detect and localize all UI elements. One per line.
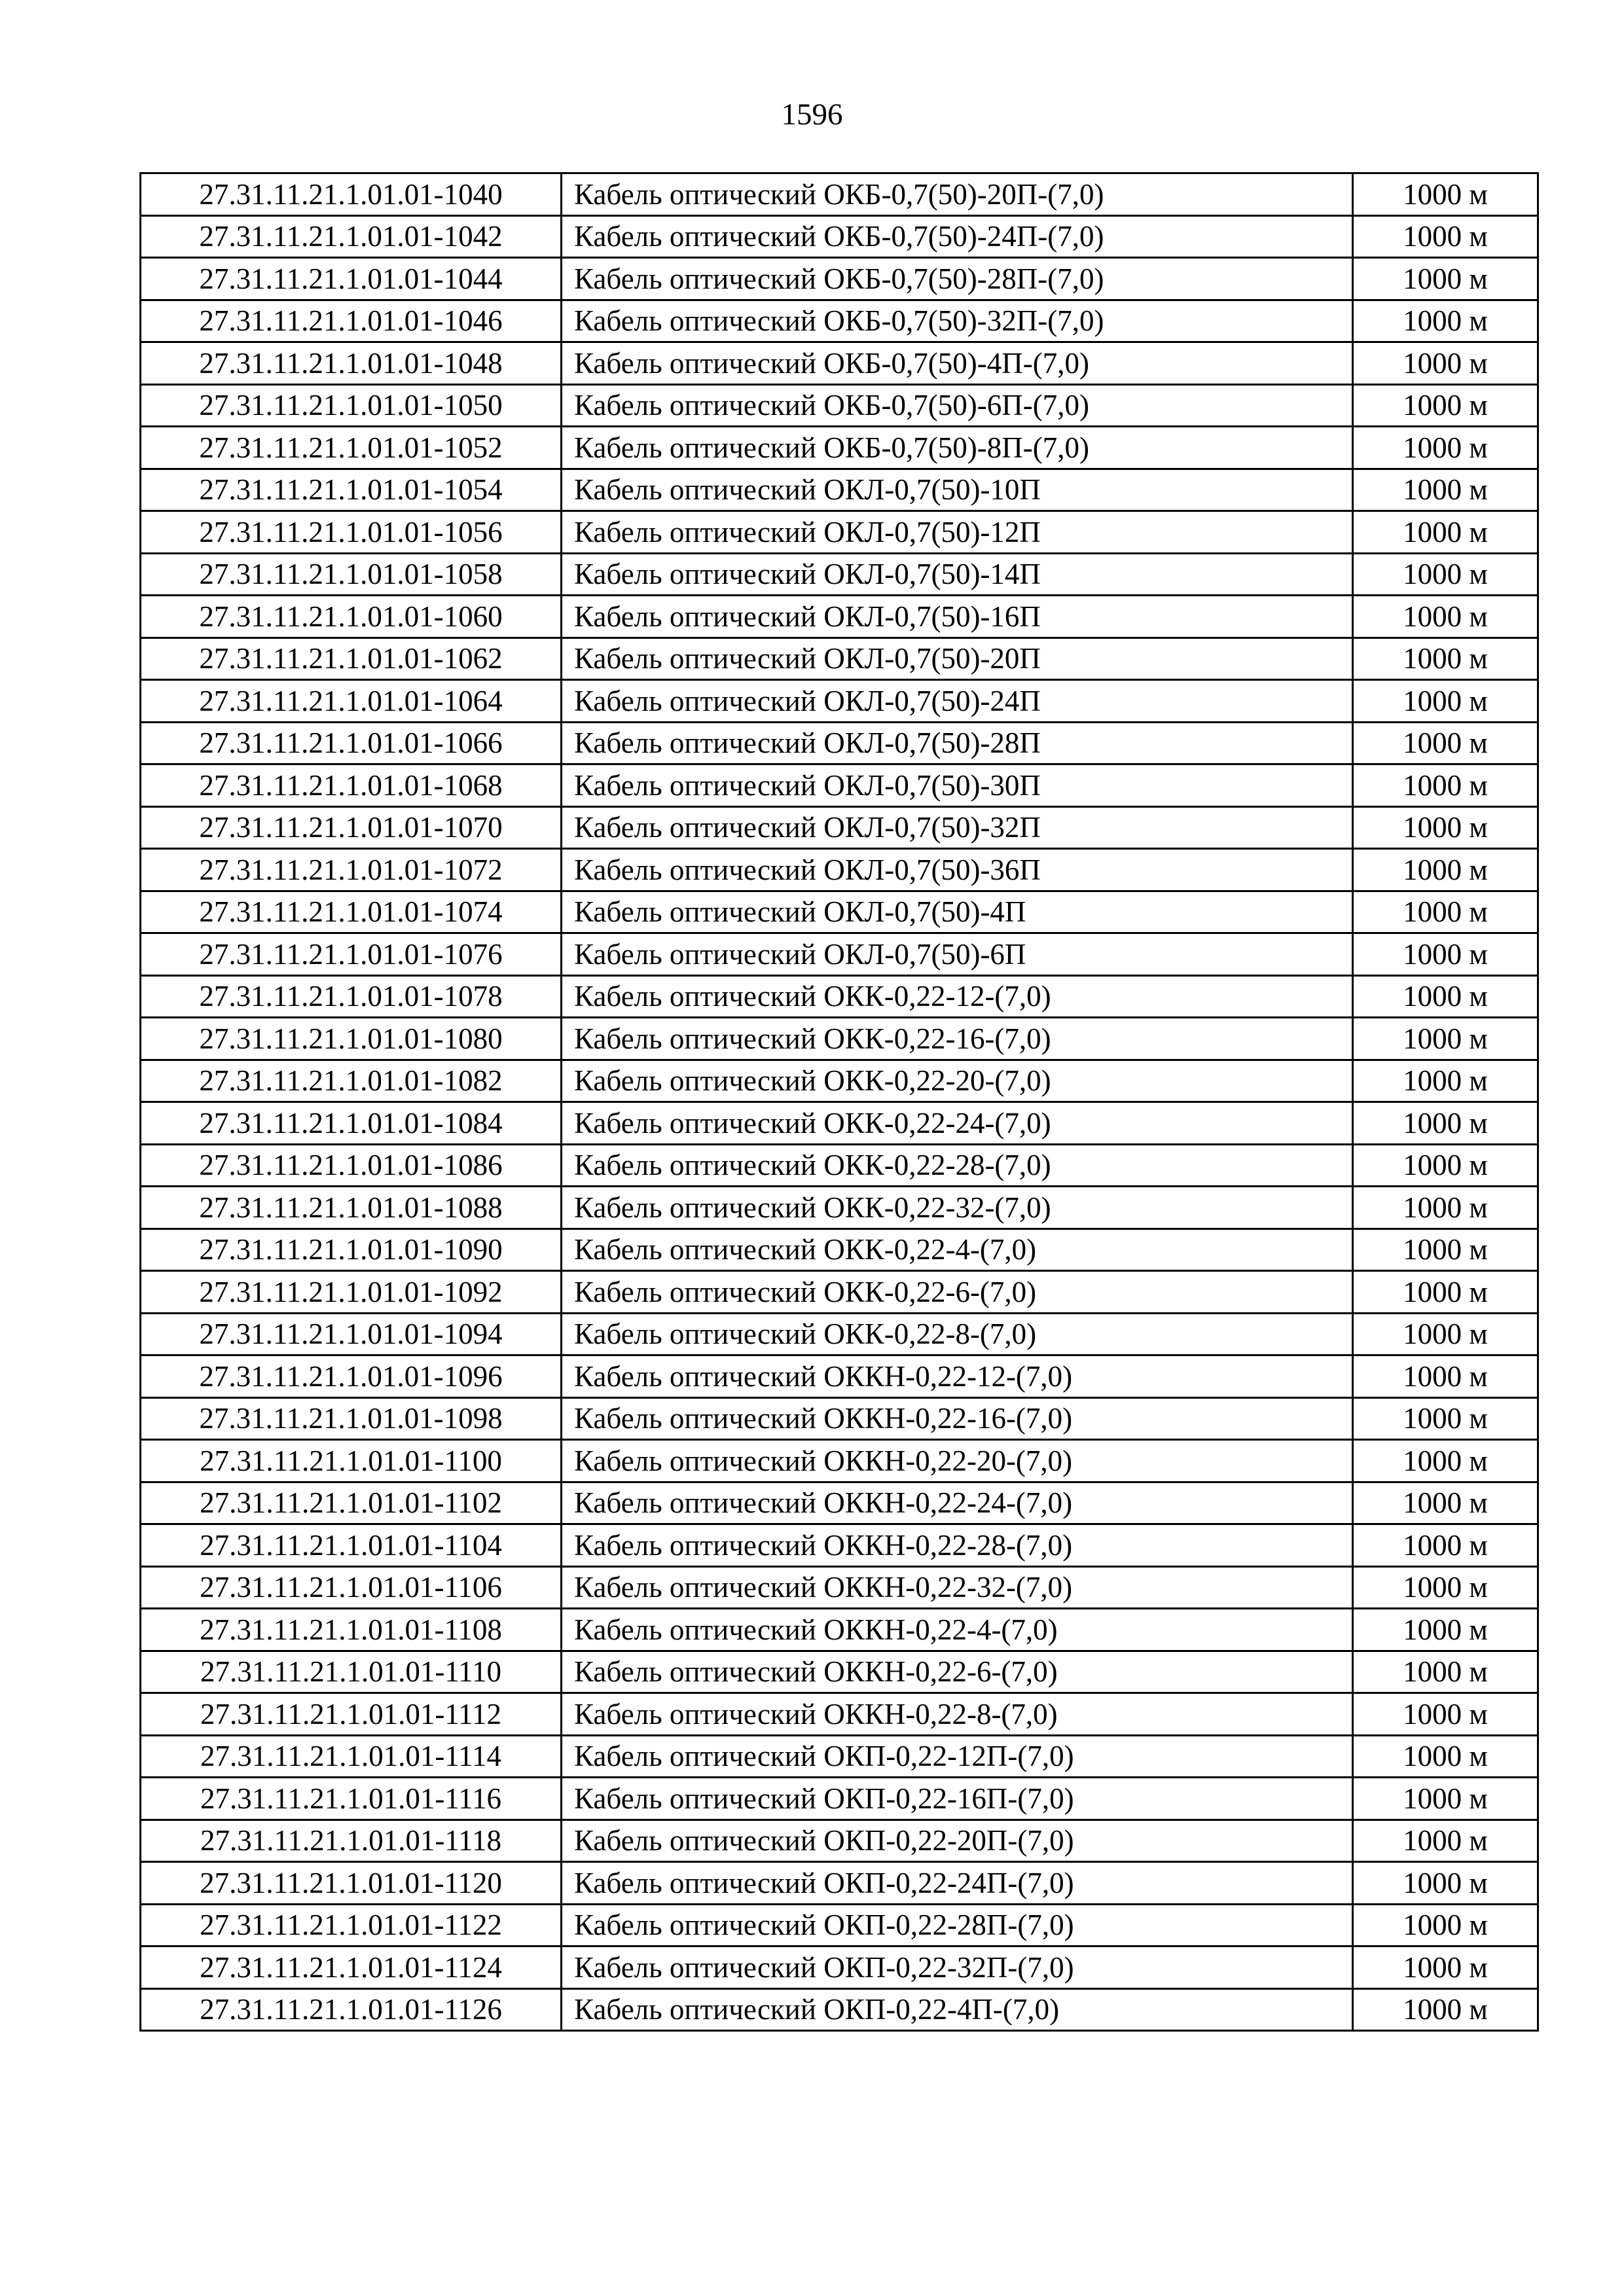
table-row	[141, 173, 1538, 216]
unit-cell: 1000 м	[1353, 680, 1538, 723]
resource-name-cell: Кабель оптический ОККН-0,22-20-(7,0)	[562, 1440, 1353, 1482]
resource-name-cell: Кабель оптический ОКП-0,22-24П-(7,0)	[562, 1862, 1353, 1905]
unit-cell: 1000 м	[1353, 764, 1538, 807]
resource-code-cell: 27.31.11.21.1.01.01-1100	[141, 1440, 562, 1482]
resource-code-cell: 27.31.11.21.1.01.01-1056	[141, 511, 562, 554]
table-row	[141, 384, 1538, 427]
unit-cell: 1000 м	[1353, 1651, 1538, 1693]
unit-cell: 1000 м	[1353, 1482, 1538, 1524]
resource-code-cell: 27.31.11.21.1.01.01-1088	[141, 1187, 562, 1229]
resource-name-cell: Кабель оптический ОККН-0,22-6-(7,0)	[562, 1651, 1353, 1693]
table-row	[141, 1566, 1538, 1609]
unit-cell: 1000 м	[1353, 384, 1538, 427]
unit-cell: 1000 м	[1353, 933, 1538, 976]
resource-code-cell: 27.31.11.21.1.01.01-1060	[141, 596, 562, 638]
resource-code-cell: 27.31.11.21.1.01.01-1090	[141, 1229, 562, 1271]
resource-name-cell: Кабель оптический ОКБ-0,7(50)-4П-(7,0)	[562, 342, 1353, 385]
table-row	[141, 511, 1538, 554]
resource-name-cell: Кабель оптический ОКК-0,22-24-(7,0)	[562, 1102, 1353, 1145]
table-row	[141, 806, 1538, 849]
unit-cell: 1000 м	[1353, 1566, 1538, 1609]
unit-cell: 1000 м	[1353, 1060, 1538, 1102]
resource-code-cell: 27.31.11.21.1.01.01-1104	[141, 1524, 562, 1567]
unit-cell: 1000 м	[1353, 1018, 1538, 1060]
unit-cell: 1000 м	[1353, 891, 1538, 933]
table-row	[141, 1271, 1538, 1314]
unit-cell: 1000 м	[1353, 1862, 1538, 1905]
resource-name-cell: Кабель оптический ОКЛ-0,7(50)-14П	[562, 553, 1353, 596]
resource-name-cell: Кабель оптический ОКЛ-0,7(50)-28П	[562, 722, 1353, 764]
unit-cell: 1000 м	[1353, 1946, 1538, 1989]
resource-code-cell: 27.31.11.21.1.01.01-1058	[141, 553, 562, 596]
unit-cell: 1000 м	[1353, 1102, 1538, 1145]
resource-code-cell: 27.31.11.21.1.01.01-1106	[141, 1566, 562, 1609]
resource-code-cell: 27.31.11.21.1.01.01-1110	[141, 1651, 562, 1693]
unit-cell: 1000 м	[1353, 1144, 1538, 1187]
resource-name-cell: Кабель оптический ОКП-0,22-20П-(7,0)	[562, 1820, 1353, 1862]
catalog-table-body	[141, 173, 1538, 2031]
table-row	[141, 258, 1538, 300]
unit-cell: 1000 м	[1353, 258, 1538, 300]
unit-cell: 1000 м	[1353, 173, 1538, 216]
resource-name-cell: Кабель оптический ОКК-0,22-16-(7,0)	[562, 1018, 1353, 1060]
table-row	[141, 596, 1538, 638]
unit-cell: 1000 м	[1353, 1778, 1538, 1820]
table-row	[141, 1397, 1538, 1440]
resource-code-cell: 27.31.11.21.1.01.01-1118	[141, 1820, 562, 1862]
resource-code-cell: 27.31.11.21.1.01.01-1068	[141, 764, 562, 807]
resource-name-cell: Кабель оптический ОКЛ-0,7(50)-16П	[562, 596, 1353, 638]
resource-code-cell: 27.31.11.21.1.01.01-1040	[141, 173, 562, 216]
unit-cell: 1000 м	[1353, 1187, 1538, 1229]
resource-code-cell: 27.31.11.21.1.01.01-1062	[141, 637, 562, 680]
page-number: 1596	[781, 98, 843, 132]
resource-name-cell: Кабель оптический ОКЛ-0,7(50)-20П	[562, 637, 1353, 680]
unit-cell: 1000 м	[1353, 1609, 1538, 1651]
unit-cell: 1000 м	[1353, 469, 1538, 511]
unit-cell: 1000 м	[1353, 511, 1538, 554]
table-row	[141, 1355, 1538, 1398]
resource-name-cell: Кабель оптический ОКЛ-0,7(50)-24П	[562, 680, 1353, 723]
resource-code-cell: 27.31.11.21.1.01.01-1064	[141, 680, 562, 723]
resource-code-cell: 27.31.11.21.1.01.01-1092	[141, 1271, 562, 1314]
resource-name-cell: Кабель оптический ОКБ-0,7(50)-20П-(7,0)	[562, 173, 1353, 216]
unit-cell: 1000 м	[1353, 1397, 1538, 1440]
table-row	[141, 1609, 1538, 1651]
table-row	[141, 469, 1538, 511]
unit-cell: 1000 м	[1353, 1820, 1538, 1862]
resource-code-cell: 27.31.11.21.1.01.01-1046	[141, 300, 562, 342]
resource-code-cell: 27.31.11.21.1.01.01-1114	[141, 1735, 562, 1778]
resource-name-cell: Кабель оптический ОКЛ-0,7(50)-32П	[562, 806, 1353, 849]
resource-code-cell: 27.31.11.21.1.01.01-1078	[141, 975, 562, 1018]
resource-code-cell: 27.31.11.21.1.01.01-1098	[141, 1397, 562, 1440]
table-row	[141, 300, 1538, 342]
table-row	[141, 342, 1538, 385]
unit-cell: 1000 м	[1353, 1271, 1538, 1314]
table-row	[141, 1187, 1538, 1229]
resource-name-cell: Кабель оптический ОКЛ-0,7(50)-4П	[562, 891, 1353, 933]
table-row	[141, 849, 1538, 891]
unit-cell: 1000 м	[1353, 1988, 1538, 2031]
resource-name-cell: Кабель оптический ОККН-0,22-4-(7,0)	[562, 1609, 1353, 1651]
resource-code-cell: 27.31.11.21.1.01.01-1124	[141, 1946, 562, 1989]
table-row	[141, 1693, 1538, 1736]
resource-code-cell: 27.31.11.21.1.01.01-1066	[141, 722, 562, 764]
table-row	[141, 637, 1538, 680]
resource-name-cell: Кабель оптический ОККН-0,22-16-(7,0)	[562, 1397, 1353, 1440]
resource-name-cell: Кабель оптический ОКБ-0,7(50)-8П-(7,0)	[562, 427, 1353, 469]
unit-cell: 1000 м	[1353, 596, 1538, 638]
table-row	[141, 1904, 1538, 1946]
resource-code-cell: 27.31.11.21.1.01.01-1074	[141, 891, 562, 933]
resource-name-cell: Кабель оптический ОКП-0,22-32П-(7,0)	[562, 1946, 1353, 1989]
resource-name-cell: Кабель оптический ОКЛ-0,7(50)-12П	[562, 511, 1353, 554]
resource-code-cell: 27.31.11.21.1.01.01-1120	[141, 1862, 562, 1905]
resource-name-cell: Кабель оптический ОККН-0,22-32-(7,0)	[562, 1566, 1353, 1609]
unit-cell: 1000 м	[1353, 427, 1538, 469]
resource-code-cell: 27.31.11.21.1.01.01-1116	[141, 1778, 562, 1820]
unit-cell: 1000 м	[1353, 637, 1538, 680]
unit-cell: 1000 м	[1353, 1355, 1538, 1398]
resource-code-cell: 27.31.11.21.1.01.01-1094	[141, 1313, 562, 1355]
resource-name-cell: Кабель оптический ОККН-0,22-24-(7,0)	[562, 1482, 1353, 1524]
unit-cell: 1000 м	[1353, 849, 1538, 891]
table-row	[141, 427, 1538, 469]
resource-name-cell: Кабель оптический ОКП-0,22-16П-(7,0)	[562, 1778, 1353, 1820]
table-row	[141, 215, 1538, 258]
resource-code-cell: 27.31.11.21.1.01.01-1122	[141, 1904, 562, 1946]
table-row	[141, 722, 1538, 764]
resource-name-cell: Кабель оптический ОККН-0,22-12-(7,0)	[562, 1355, 1353, 1398]
table-row	[141, 1482, 1538, 1524]
resource-code-cell: 27.31.11.21.1.01.01-1042	[141, 215, 562, 258]
catalog-table	[139, 172, 1539, 2032]
unit-cell: 1000 м	[1353, 1693, 1538, 1736]
resource-name-cell: Кабель оптический ОКЛ-0,7(50)-10П	[562, 469, 1353, 511]
table-row	[141, 1313, 1538, 1355]
unit-cell: 1000 м	[1353, 1229, 1538, 1271]
resource-name-cell: Кабель оптический ОКК-0,22-20-(7,0)	[562, 1060, 1353, 1102]
table-row	[141, 1946, 1538, 1989]
resource-code-cell: 27.31.11.21.1.01.01-1076	[141, 933, 562, 976]
resource-code-cell: 27.31.11.21.1.01.01-1048	[141, 342, 562, 385]
unit-cell: 1000 м	[1353, 722, 1538, 764]
resource-name-cell: Кабель оптический ОКП-0,22-4П-(7,0)	[562, 1988, 1353, 2031]
unit-cell: 1000 м	[1353, 215, 1538, 258]
table-row	[141, 553, 1538, 596]
resource-code-cell: 27.31.11.21.1.01.01-1112	[141, 1693, 562, 1736]
resource-code-cell: 27.31.11.21.1.01.01-1050	[141, 384, 562, 427]
resource-name-cell: Кабель оптический ОКБ-0,7(50)-6П-(7,0)	[562, 384, 1353, 427]
resource-code-cell: 27.31.11.21.1.01.01-1108	[141, 1609, 562, 1651]
resource-name-cell: Кабель оптический ОКП-0,22-12П-(7,0)	[562, 1735, 1353, 1778]
unit-cell: 1000 м	[1353, 1524, 1538, 1567]
resource-code-cell: 27.31.11.21.1.01.01-1126	[141, 1988, 562, 2031]
table-row	[141, 1778, 1538, 1820]
resource-code-cell: 27.31.11.21.1.01.01-1072	[141, 849, 562, 891]
table-row	[141, 1144, 1538, 1187]
resource-code-cell: 27.31.11.21.1.01.01-1052	[141, 427, 562, 469]
resource-name-cell: Кабель оптический ОКБ-0,7(50)-24П-(7,0)	[562, 215, 1353, 258]
table-row	[141, 1060, 1538, 1102]
table-row	[141, 1440, 1538, 1482]
unit-cell: 1000 м	[1353, 806, 1538, 849]
resource-code-cell: 27.31.11.21.1.01.01-1082	[141, 1060, 562, 1102]
table-row	[141, 1229, 1538, 1271]
table-row	[141, 1018, 1538, 1060]
table-row	[141, 1651, 1538, 1693]
table-row	[141, 1102, 1538, 1145]
resource-name-cell: Кабель оптический ОКЛ-0,7(50)-6П	[562, 933, 1353, 976]
unit-cell: 1000 м	[1353, 1440, 1538, 1482]
resource-code-cell: 27.31.11.21.1.01.01-1070	[141, 806, 562, 849]
resource-name-cell: Кабель оптический ОККН-0,22-8-(7,0)	[562, 1693, 1353, 1736]
table-row	[141, 1820, 1538, 1862]
table-row	[141, 891, 1538, 933]
resource-code-cell: 27.31.11.21.1.01.01-1086	[141, 1144, 562, 1187]
resource-name-cell: Кабель оптический ОКБ-0,7(50)-32П-(7,0)	[562, 300, 1353, 342]
resource-name-cell: Кабель оптический ОКК-0,22-28-(7,0)	[562, 1144, 1353, 1187]
unit-cell: 1000 м	[1353, 1313, 1538, 1355]
unit-cell: 1000 м	[1353, 342, 1538, 385]
resource-name-cell: Кабель оптический ОКК-0,22-32-(7,0)	[562, 1187, 1353, 1229]
table-row	[141, 1862, 1538, 1905]
resource-name-cell: Кабель оптический ОКБ-0,7(50)-28П-(7,0)	[562, 258, 1353, 300]
table-row	[141, 680, 1538, 723]
resource-code-cell: 27.31.11.21.1.01.01-1084	[141, 1102, 562, 1145]
resource-name-cell: Кабель оптический ОКЛ-0,7(50)-30П	[562, 764, 1353, 807]
table-row	[141, 1988, 1538, 2031]
unit-cell: 1000 м	[1353, 1735, 1538, 1778]
resource-name-cell: Кабель оптический ОКЛ-0,7(50)-36П	[562, 849, 1353, 891]
resource-name-cell: Кабель оптический ОКК-0,22-8-(7,0)	[562, 1313, 1353, 1355]
unit-cell: 1000 м	[1353, 300, 1538, 342]
unit-cell: 1000 м	[1353, 975, 1538, 1018]
resource-code-cell: 27.31.11.21.1.01.01-1096	[141, 1355, 562, 1398]
unit-cell: 1000 м	[1353, 553, 1538, 596]
resource-code-cell: 27.31.11.21.1.01.01-1054	[141, 469, 562, 511]
resource-name-cell: Кабель оптический ОККН-0,22-28-(7,0)	[562, 1524, 1353, 1567]
resource-name-cell: Кабель оптический ОКП-0,22-28П-(7,0)	[562, 1904, 1353, 1946]
resource-code-cell: 27.31.11.21.1.01.01-1080	[141, 1018, 562, 1060]
table-row	[141, 975, 1538, 1018]
table-row	[141, 1735, 1538, 1778]
unit-cell: 1000 м	[1353, 1904, 1538, 1946]
table-row	[141, 1524, 1538, 1567]
resource-code-cell: 27.31.11.21.1.01.01-1102	[141, 1482, 562, 1524]
resource-name-cell: Кабель оптический ОКК-0,22-12-(7,0)	[562, 975, 1353, 1018]
resource-name-cell: Кабель оптический ОКК-0,22-6-(7,0)	[562, 1271, 1353, 1314]
resource-name-cell: Кабель оптический ОКК-0,22-4-(7,0)	[562, 1229, 1353, 1271]
table-row	[141, 933, 1538, 976]
resource-code-cell: 27.31.11.21.1.01.01-1044	[141, 258, 562, 300]
table-row	[141, 764, 1538, 807]
